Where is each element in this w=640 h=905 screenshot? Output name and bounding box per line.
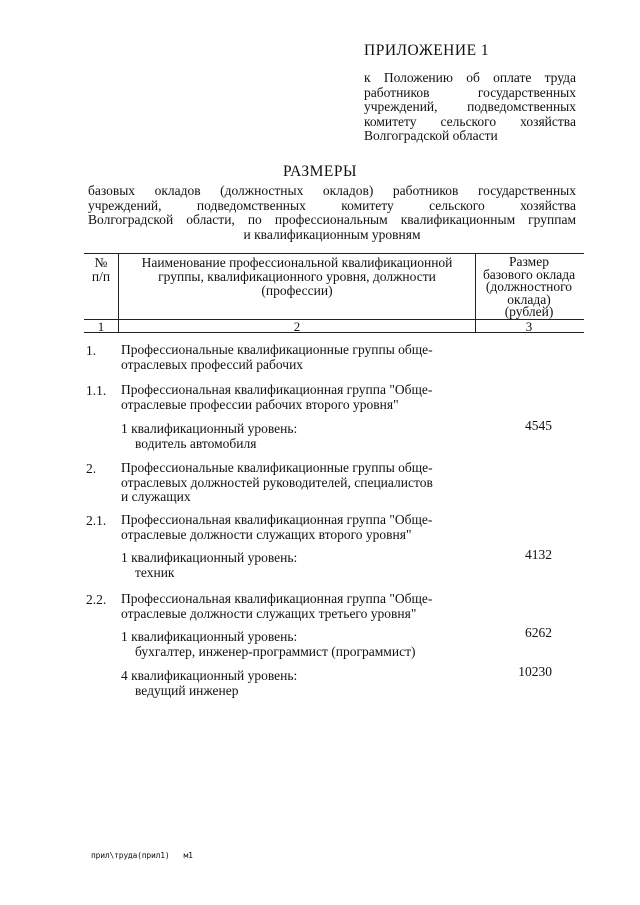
table-row: 1 квалификационный уровень: водитель автомобиля [121, 421, 298, 451]
row-number: 1. [86, 343, 97, 358]
annex-ref-line: Волгоградской области [364, 128, 498, 143]
table-row: Профессиональные квалификационные группы обще- отраслевых профессий рабочих [121, 342, 433, 372]
salary-value: 10230 [518, 664, 552, 679]
row-number: 2.1. [86, 513, 107, 528]
column-number: 3 [525, 319, 533, 334]
footer-mark: м1 [183, 851, 193, 860]
header-name: Наименование профессиональной квалификационной группы, квалификационного уровня, должности (профессии) [141, 255, 453, 298]
subtitle-line: базовых окладов (должностных окладов) работников государственных [88, 183, 576, 198]
footer-code: прил\труда(прил1) [91, 851, 170, 860]
annex-ref-line: комитету сельского хозяйства [364, 113, 576, 129]
annex-ref-line: к Положению об оплате труда [364, 70, 576, 85]
subtitle-line: Волгоградской области, по профессиональным квалификационным группам [88, 212, 576, 227]
header-salary: Размер базового оклада (должностного оклада) (рублей) [482, 254, 576, 320]
table-row: 4 квалификационный уровень: ведущий инженер [121, 668, 298, 698]
table-row: Профессиональная квалификационная группа "Обще- отраслевые должности служащих второго уровня" [121, 512, 433, 542]
subtitle-line: и квалификационным уровням [243, 226, 421, 242]
subtitle-line: учреждений, подведомственных комитету сельского хозяйства [88, 197, 576, 213]
annex-title: ПРИЛОЖЕНИЕ 1 [364, 42, 490, 59]
table-row: 1 квалификационный уровень: техник [121, 550, 298, 580]
annex-ref-line: работников государственных [364, 84, 576, 100]
document-title: РАЗМЕРЫ [282, 163, 358, 180]
annex-reference [364, 71, 576, 144]
row-number: 2. [86, 461, 97, 476]
row-number: 1.1. [86, 383, 107, 398]
table-row: Профессиональные квалификационные группы обще- отраслевых должностей руководителей, специалистов и служащих [121, 460, 433, 504]
salary-value: 4545 [525, 418, 552, 433]
salary-value: 4132 [525, 547, 552, 562]
table-row: 1 квалификационный уровень: бухгалтер, инженер-программист (программист) [121, 629, 416, 659]
document-subtitle [88, 184, 576, 242]
column-number: 1 [97, 319, 105, 334]
annex-ref-line: учреждений, подведомственных [364, 99, 576, 114]
table-row: Профессиональная квалификационная группа "Обще- отраслевые должности служащих третьего уровня" [121, 591, 433, 621]
row-number: 2.2. [86, 592, 107, 607]
salary-value: 6262 [525, 625, 552, 640]
header-number: № п/п [91, 255, 111, 284]
column-number: 2 [293, 319, 301, 334]
table-row: Профессиональная квалификационная группа "Обще- отраслевые профессии рабочих второго уровня" [121, 382, 433, 412]
footer [91, 851, 193, 860]
